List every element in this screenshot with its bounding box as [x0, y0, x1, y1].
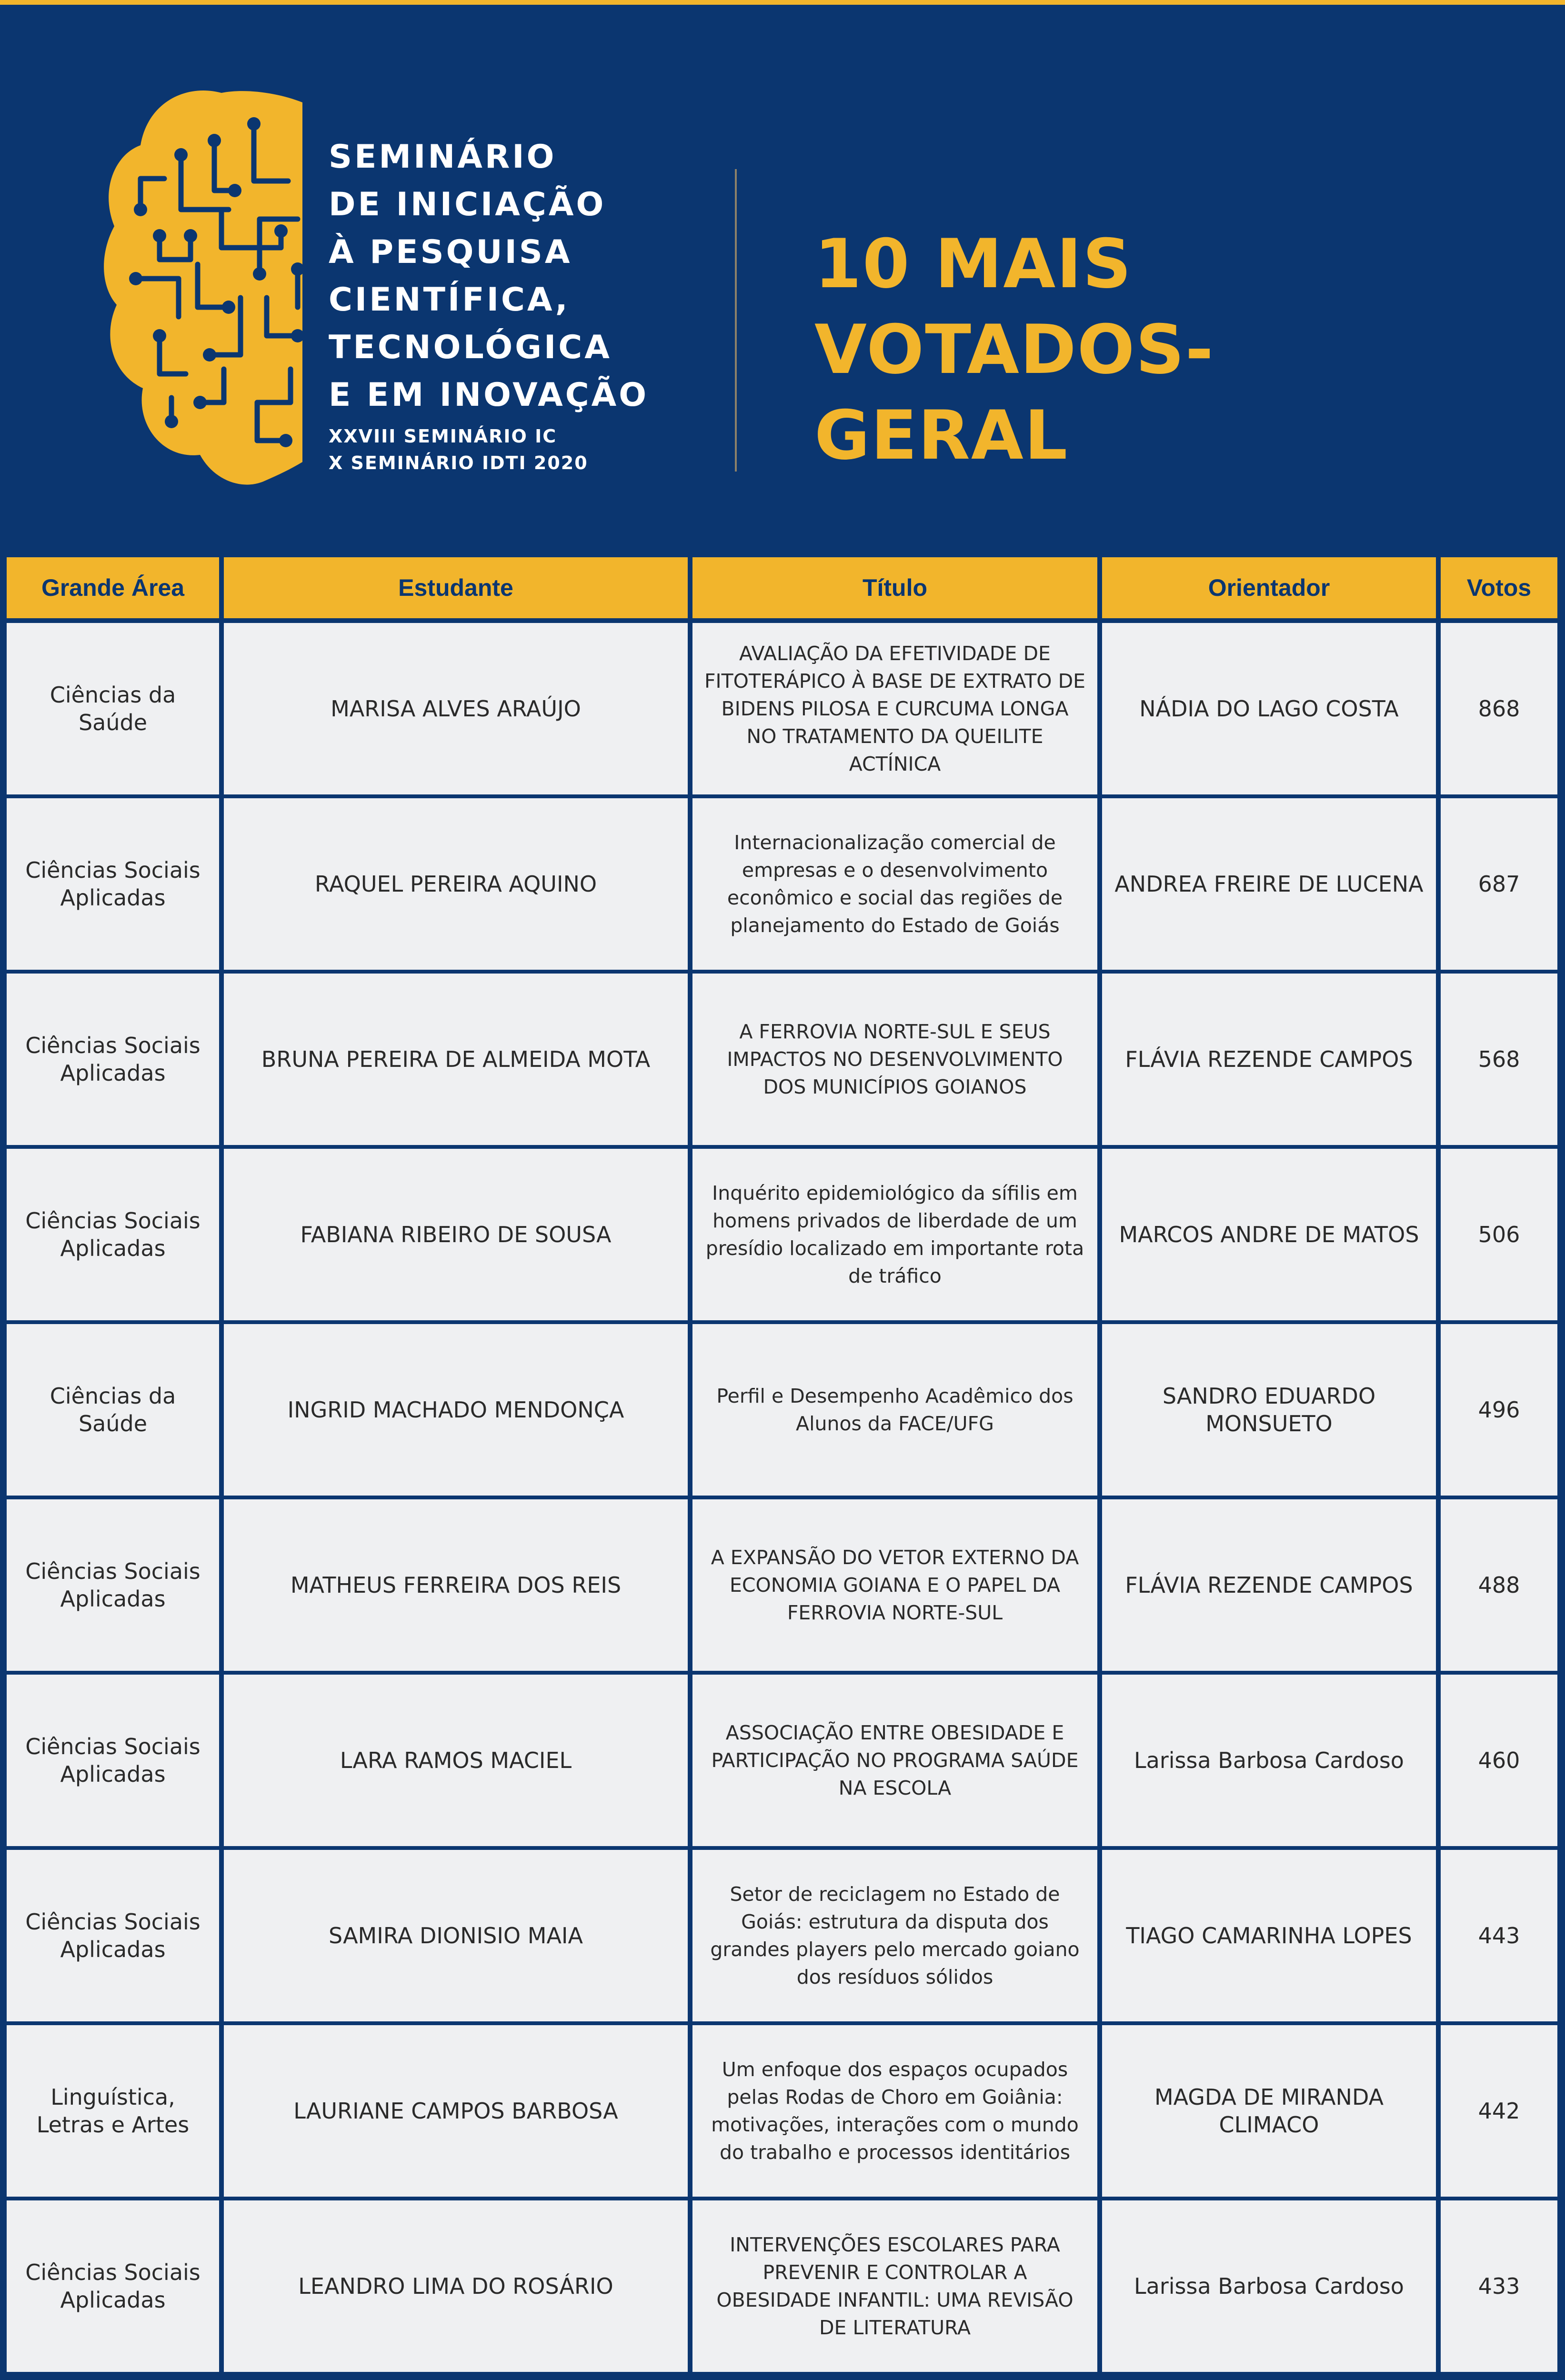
column-header-votes: Votos [1441, 557, 1557, 618]
table-row [0, 798, 1565, 970]
advisor-cell: FLÁVIA REZENDE CAMPOS [1102, 1499, 1436, 1671]
column-header-advisor: Orientador [1102, 557, 1436, 618]
votes-cell: 568 [1441, 974, 1557, 1145]
student-cell: LARA RAMOS MACIEL [224, 1675, 688, 1846]
advisor-cell: NÁDIA DO LAGO COSTA [1102, 623, 1436, 794]
logo-wordmark [329, 133, 662, 476]
page-title-line: 10 MAIS VOTADOS- [814, 225, 1214, 389]
votes-cell: 460 [1441, 1675, 1557, 1846]
advisor-cell: MARCOS ANDRE DE MATOS [1102, 1149, 1436, 1320]
page-title [814, 221, 1519, 479]
table-row [0, 1675, 1565, 1846]
logo-line: TECNOLÓGICA [329, 329, 612, 366]
student-cell: BRUNA PEREIRA DE ALMEIDA MOTA [224, 974, 688, 1145]
title-cell: A FERROVIA NORTE-SUL E SEUS IMPACTOS NO DESENVOLVIMENTO DOS MUNICÍPIOS GOIANOS [692, 974, 1097, 1145]
results-table [0, 552, 1565, 2380]
student-cell: LAURIANE CAMPOS BARBOSA [224, 2025, 688, 2197]
title-cell: Internacionalização comercial de empresas e o desenvolvimento econômico e social das regiões de planejamento do Estado de Goiás [692, 798, 1097, 970]
table-row [0, 1499, 1565, 1671]
column-header-title: Título [692, 557, 1097, 618]
votes-cell: 442 [1441, 2025, 1557, 2197]
table-row [0, 1850, 1565, 2021]
header-divider [735, 169, 737, 472]
student-cell: SAMIRA DIONISIO MAIA [224, 1850, 688, 2021]
student-cell: MARISA ALVES ARAÚJO [224, 623, 688, 794]
column-header-area: Grande Área [7, 557, 219, 618]
advisor-cell: SANDRO EDUARDO MONSUETO [1102, 1324, 1436, 1496]
area-cell: Ciências da Saúde [7, 1324, 219, 1496]
votes-cell: 687 [1441, 798, 1557, 970]
logo-line: À PESQUISA [329, 233, 572, 271]
table-row [0, 974, 1565, 1145]
header [0, 5, 1565, 552]
votes-cell: 496 [1441, 1324, 1557, 1496]
student-cell: INGRID MACHADO MENDONÇA [224, 1324, 688, 1496]
page-title-line: GERAL [814, 396, 1069, 475]
student-cell: LEANDRO LIMA DO ROSÁRIO [224, 2200, 688, 2372]
student-cell: MATHEUS FERREIRA DOS REIS [224, 1499, 688, 1671]
area-cell: Ciências Sociais Aplicadas [7, 1149, 219, 1320]
title-cell: AVALIAÇÃO DA EFETIVIDADE DE FITOTERÁPICO À BASE DE EXTRATO DE BIDENS PILOSA E CURCUMA LONGA NO TRATAMENTO DA QUEILITE ACTÍNICA [692, 623, 1097, 794]
student-cell: FABIANA RIBEIRO DE SOUSA [224, 1149, 688, 1320]
area-cell: Ciências Sociais Aplicadas [7, 974, 219, 1145]
advisor-cell: Larissa Barbosa Cardoso [1102, 2200, 1436, 2372]
table-row [0, 1324, 1565, 1496]
column-header-student: Estudante [224, 557, 688, 618]
logo-line: CIENTÍFICA, [329, 281, 570, 319]
votes-cell: 443 [1441, 1850, 1557, 2021]
table-row [0, 2200, 1565, 2372]
title-cell: Inquérito epidemiológico da sífilis em homens privados de liberdade de um presídio localizado em importante rota de tráfico [692, 1149, 1097, 1320]
table-row [0, 623, 1565, 794]
advisor-cell: Larissa Barbosa Cardoso [1102, 1675, 1436, 1846]
area-cell: Ciências Sociais Aplicadas [7, 798, 219, 970]
logo-subtitle: XXVIII SEMINÁRIO IC [329, 426, 557, 447]
votes-cell: 488 [1441, 1499, 1557, 1671]
title-cell: Perfil e Desempenho Acadêmico dos Alunos da FACE/UFG [692, 1324, 1097, 1496]
advisor-cell: MAGDA DE MIRANDA CLIMACO [1102, 2025, 1436, 2197]
area-cell: Ciências Sociais Aplicadas [7, 2200, 219, 2372]
logo-subtitle: X SEMINÁRIO IDTI 2020 [329, 452, 588, 473]
advisor-cell: ANDREA FREIRE DE LUCENA [1102, 798, 1436, 970]
logo-line: E EM INOVAÇÃO [329, 376, 649, 414]
title-cell: A EXPANSÃO DO VETOR EXTERNO DA ECONOMIA GOIANA E O PAPEL DA FERROVIA NORTE-SUL [692, 1499, 1097, 1671]
title-cell: INTERVENÇÕES ESCOLARES PARA PREVENIR E CONTROLAR A OBESIDADE INFANTIL: UMA REVISÃO DE LITERATURA [692, 2200, 1097, 2372]
votes-cell: 506 [1441, 1149, 1557, 1320]
area-cell: Ciências Sociais Aplicadas [7, 1850, 219, 2021]
logo-line: SEMINÁRIO [329, 138, 557, 176]
top-gold-rule [0, 0, 1565, 5]
area-cell: Linguística, Letras e Artes [7, 2025, 219, 2197]
votes-cell: 433 [1441, 2200, 1557, 2372]
area-cell: Ciências Sociais Aplicadas [7, 1675, 219, 1846]
table-row [0, 2025, 1565, 2197]
advisor-cell: FLÁVIA REZENDE CAMPOS [1102, 974, 1436, 1145]
area-cell: Ciências da Saúde [7, 623, 219, 794]
area-cell: Ciências Sociais Aplicadas [7, 1499, 219, 1671]
title-cell: ASSOCIAÇÃO ENTRE OBESIDADE E PARTICIPAÇÃO NO PROGRAMA SAÚDE NA ESCOLA [692, 1675, 1097, 1846]
title-cell: Setor de reciclagem no Estado de Goiás: estrutura da disputa dos grandes players pelo mercado goiano dos resíduos sólidos [692, 1850, 1097, 2021]
student-cell: RAQUEL PEREIRA AQUINO [224, 798, 688, 970]
advisor-cell: TIAGO CAMARINHA LOPES [1102, 1850, 1436, 2021]
table-row [0, 1149, 1565, 1320]
circuit-brain-icon [102, 88, 331, 488]
votes-cell: 868 [1441, 623, 1557, 794]
logo-line: DE INICIAÇÃO [329, 186, 606, 223]
title-cell: Um enfoque dos espaços ocupados pelas Rodas de Choro em Goiânia: motivações, interações com o mundo do trabalho e processos identitários [692, 2025, 1097, 2197]
